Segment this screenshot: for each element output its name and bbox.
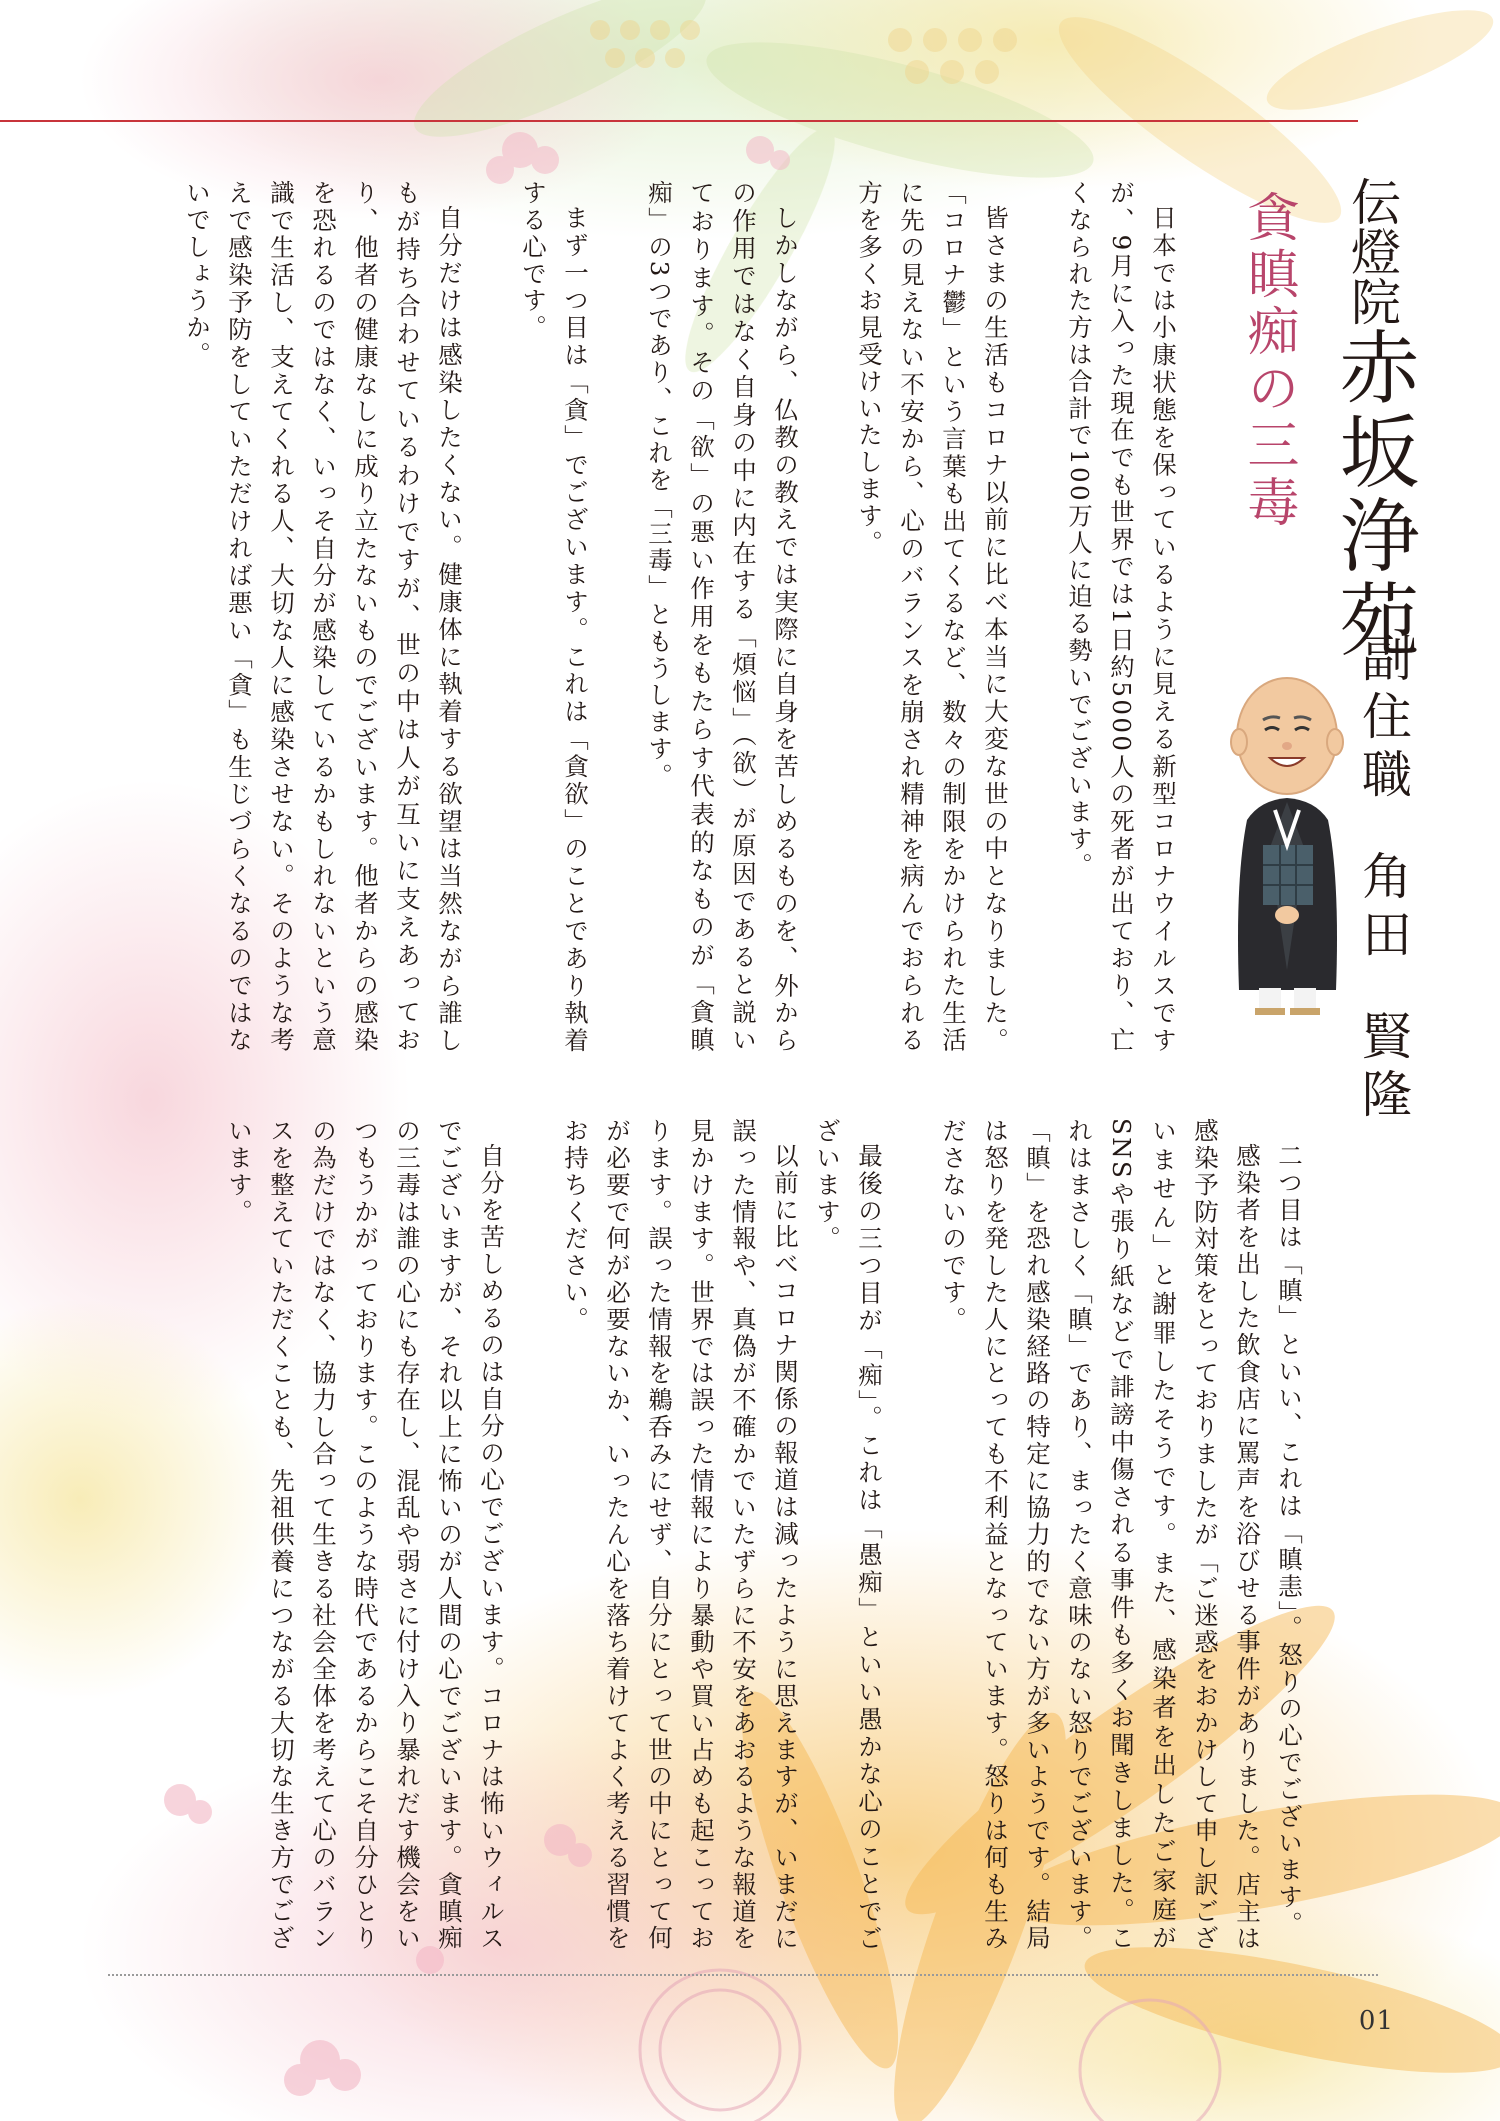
monk-illustration [1225,670,1350,1025]
paragraph-corona-depression: 皆さまの生活もコロナ以前に比べ本当に大変な世の中となりました。「コロナ鬱」という言葉も出てくるなど、数々の制限をかけられた生活に先の見えない不安から、心のバランスを崩され精神を病んでおられる方を多くお見受けいたします。 [855,180,1010,1054]
paragraph-greed: 自分だけは感染したくない。健康体に執着する欲望は当然ながら誰しもが持ち合わせているわけですが、世の中は人が互いに支えあっており、他者の健康なしに成り立たないものでございます。他者からの感染を恐れるのではなく、いっそ自分が感染しているかもしれないという意識で生活し、支えてくれる人、大切な人に感染させない。そのような考えで感染予防をしていただければ悪い「貪」も生じづらくなるのではないでしょうか。 [183,180,464,1054]
title-block [1326,176,1419,662]
top-red-rule [0,120,1358,122]
temple-name: 伝燈院 [1343,176,1401,326]
paragraph-first-poison: まず一つ目は「貪」でございます。これは「貪欲」のことであり執着する心です。 [519,180,590,1054]
author-byline [1354,632,1412,1126]
bottom-dotted-rule [108,1974,1378,1976]
author-role: 副住職 [1354,632,1412,806]
author-given-name: 賢隆 [1354,1010,1412,1126]
paragraph-second-poison: 二つ目は「瞋」といい、これは「瞋恚」。怒りの心でございます。 [1275,1142,1304,1938]
paragraph-buddhist-teaching: しかしながら、仏教の教えでは実際に自身を苦しめるものを、外からの作用ではなく自身の中に内在する「煩悩」（欲）が原因であると説いております。その「欲」の悪い作用をもたらす代表的なものが「貪瞋痴」の3つであり、これを「三毒」ともうします。 [645,180,800,1054]
paragraph-anger: 感染者を出した飲食店に罵声を浴びせる事件がありました。店主は感染予防対策をとっておりましたが「ご迷惑をおかけして申し訳ございません」と謝罪したそうです。また、感染者を出したご家庭がSNSや張り紙などで誹謗中傷される事件も多くお聞きしました。これはまさしく「瞋」であり、まったく意味のない怒りでございます。「瞋」を恐れ感染経路の特定に協力的でない方が多いようです。結局は怒りを発した人にとっても不利益となっています。怒りは何も生みださないのです。 [939,1118,1262,1952]
page-number: 01 [1358,2006,1394,2036]
priest-name: 赤坂浄苑 [1326,326,1419,662]
upper-text-column [54,180,1184,1054]
article-subtitle: 貪瞋痴の三毒 [1238,190,1298,532]
lower-text-column [120,1118,1310,1952]
paragraph-intro: 日本では小康状態を保っているように見える新型コロナウイルスですが、9月に入った現在でも世界では1日約5000人の死者が出ており、亡くなられた方は合計で100万人に迫る勢いでございます。 [1065,180,1178,1054]
author-family-name: 角田 [1354,850,1412,966]
paragraph-third-poison: 最後の三つ目が「痴」。これは「愚痴」といい愚かな心のことでございます。 [813,1118,884,1952]
paragraph-misinformation: 以前に比べコロナ関係の報道は減ったように思えますが、いまだに誤った情報や、真偽が不確かでいたずらに不安をあおるような報道を見かけます。世界では誤った情報により暴動や買い占めも起こっております。誤った情報を鵜呑みにせず、自分にとって世の中にとって何が必要で何が必要ないか、いったん心を落ち着けてよく考える習慣をお持ちください。 [561,1118,800,1952]
paragraph-conclusion: 自分を苦しめるのは自分の心でございます。コロナは怖いウィルスでございますが、それ以上に怖いのが人間の心でございます。貪瞋痴の三毒は誰の心にも存在し、混乱や弱さに付け入り暴れだす機会をいつもうかがっております。このような時代であるからこそ自分ひとりの為だけではなく、協力し合って生きる社会全体を考えて心のバランスを整えていただくことも、先祖供養につながる大切な生き方でございます。 [225,1118,506,1952]
